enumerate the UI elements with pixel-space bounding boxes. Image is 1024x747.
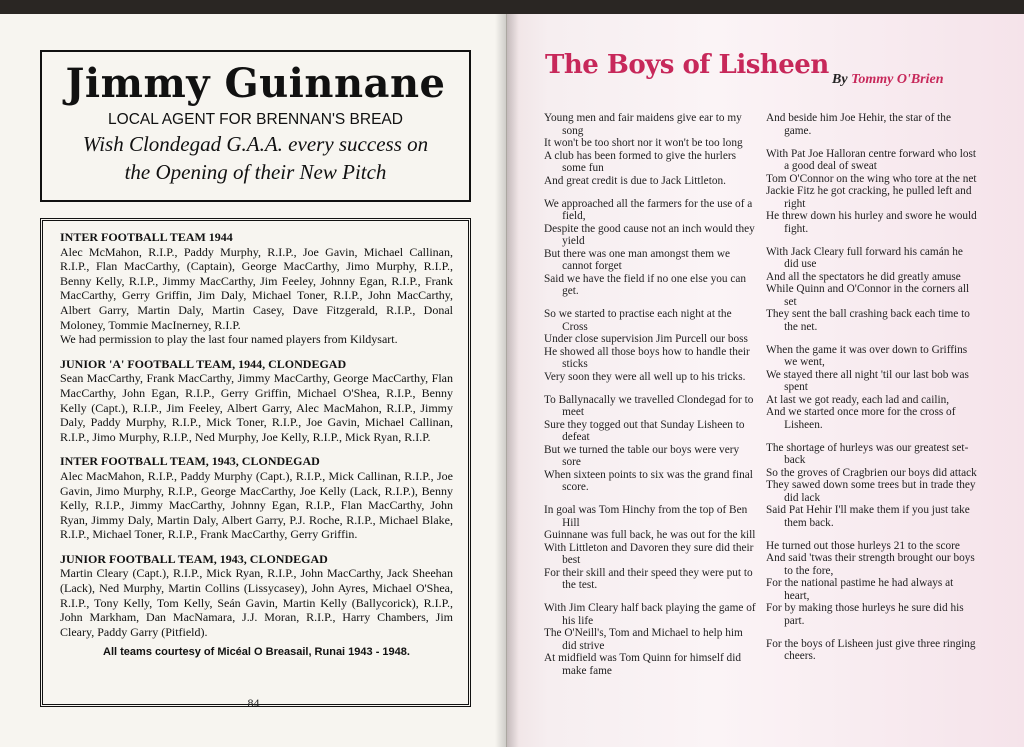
ad-agent-line: LOCAL AGENT FOR BRENNAN'S BREAD xyxy=(108,111,403,128)
poem-line: But there was one man amongst them we cannot forget xyxy=(544,247,731,272)
team-entry xyxy=(60,230,453,347)
poem-line: And beside him Joe Hehir, the star of the game. xyxy=(766,112,951,137)
poem-stanza xyxy=(766,148,980,236)
poem-stanza xyxy=(766,344,980,432)
poem-stanza xyxy=(544,602,757,677)
poem-line: Despite the good cause not an inch would they yield xyxy=(544,222,755,247)
poem-line: For by making those hurleys he sure did his part. xyxy=(766,602,964,627)
poem-line: He threw down his hurley and swore he would fight. xyxy=(766,210,977,235)
poem-stanza xyxy=(766,540,980,628)
poem-line: It won't be too short nor it won't be too long xyxy=(544,137,743,149)
team-title: INTER FOOTBALL TEAM, 1943, CLONDEGAD xyxy=(60,454,320,469)
poem-line: Said Pat Hehir I'll make them if you just take them back. xyxy=(766,504,970,529)
poem-line: And we started once more for the cross of Lisheen. xyxy=(766,406,956,431)
poem-stanza xyxy=(544,308,757,383)
ad-wish-line-2: the Opening of their New Pitch xyxy=(124,160,387,184)
poem-line: He showed all those boys how to handle their sticks xyxy=(544,345,750,370)
poem-line: We approached all the farmers for the use of a field, xyxy=(544,197,753,222)
poem-line: When sixteen points to six was the grand final score. xyxy=(544,468,753,493)
advertisement-box xyxy=(40,50,471,202)
team-entry xyxy=(60,357,453,445)
byline-author: Tommy O'Brien xyxy=(851,72,944,87)
poem-stanza xyxy=(766,246,980,334)
team-players: Martin Cleary (Capt.), R.I.P., Mick Ryan, R.I.P., John MacCarthy, Jack Sheehan (Lack), Ned Murphy, Martin Collins (Lissycasey), John Ayres, Michael O'Shea, R.I.P., Tony Kelly, Tom Kelly, Seán Gavin, Martin Kelly (Ballycorick), R.I.P., John Markham, Dan MacNamara, J.J. Moran, R.I.P., Harry Chambers, Jim Cleary, Paddy Garry (Pitfield). xyxy=(60,566,453,639)
poem-line: With Littleton and Davoren they sure did their best xyxy=(544,541,754,566)
poem-line: They sawed down some trees but in trade they did lack xyxy=(766,479,976,504)
poem-line: And said 'twas their strength brought our boys to the fore, xyxy=(766,552,975,577)
poem-stanza xyxy=(766,112,980,137)
poem-line: With Jim Cleary half back playing the game of his life xyxy=(544,602,756,627)
team-title: JUNIOR 'A' FOOTBALL TEAM, 1944, CLONDEGAD xyxy=(60,356,347,371)
poem-line: Said we have the field if no one else you can get. xyxy=(544,272,747,297)
poem-line: And great credit is due to Jack Littleton. xyxy=(544,174,726,187)
poem-line: They sent the ball crashing back each time to the net. xyxy=(766,308,970,333)
poem-stanza xyxy=(544,504,757,592)
book-gutter xyxy=(495,14,519,747)
poem-line: While Quinn and O'Connor in the corners all set xyxy=(766,283,970,308)
poem-line: But we turned the table our boys were very sore xyxy=(544,443,740,468)
poem-column-left xyxy=(544,112,757,688)
poem-line: Young men and fair maidens give ear to my song xyxy=(544,112,742,137)
ad-name: Jimmy Guinnane xyxy=(65,60,446,107)
poem-line: The shortage of hurleys was our greatest set-back xyxy=(766,441,969,466)
poem-line: So the groves of Cragbrien our boys did attack xyxy=(766,466,977,479)
poem-line: Guinnane was full back, he was out for the kill xyxy=(544,529,756,541)
team-note: We had permission to play the last four named players from Kildysart. xyxy=(60,332,398,347)
teams-box xyxy=(40,218,471,707)
poem-line: With Jack Cleary full forward his camán he did use xyxy=(766,245,963,270)
poem-line: The O'Neill's, Tom and Michael to help him did strive xyxy=(544,627,743,652)
courtesy-line: All teams courtesy of Micéal O Breasail, Runai 1943 - 1948. xyxy=(103,646,410,659)
poem-stanza xyxy=(544,394,757,494)
poem-line: When the game it was over down to Griffins we went, xyxy=(766,343,968,368)
team-entry xyxy=(60,454,453,542)
ad-wish-line-1: Wish Clondegad G.A.A. every success on xyxy=(82,132,429,156)
team-players: Alec MacMahon, R.I.P., Paddy Murphy (Capt.), R.I.P., Mick Callinan, R.I.P., Joe Gavin, Jimo Murphy, R.I.P., George MacCarthy, Joe Kelly (Lack, R.I.P.), Benny Kelly, R.I.P., Jimmy MacCarthy, Johnny Egan, R.I.P., Flan MacCarthy, John Ryan, Jimmy Daly, Martin Daly, Albert Garry, P.J. Roche, R.I.P., Michael Blake, R.I.P., Michael Toner, R.I.P., Frank MacCarthy, Gerry Griffin. xyxy=(60,468,453,542)
poem-line: To Ballynacally we travelled Clondegad for to meet xyxy=(544,393,754,418)
poem-stanza xyxy=(766,442,980,530)
page-number: 84 xyxy=(247,696,260,710)
team-players: Sean MacCarthy, Frank MacCarthy, Jimmy MacCarthy, George MacCarthy, Flan MacCarthy, John Egan, R.I.P., Gerry Griffin, Michael O'Shea, R.I.P., Benny Kelly (Capt.), R.I.P., Jim Feeley, Albert Garry, Alec MacMahon, R.I.P., Jimmy Daly, Paddy Murphy, R.I.P., Mick Toner, R.I.P., Joe Gavin, Michael Callinan, R.I.P., Jimo Murphy, R.I.P., Ned Murphy, Joe Kelly, R.I.P., Mick Ryan, R.I.P. xyxy=(60,371,453,444)
poem-stanza xyxy=(766,638,980,663)
poem-column-right xyxy=(766,112,980,673)
poem-line: And all the spectators he did greatly amuse xyxy=(766,270,961,283)
poem-line: Sure they togged out that Sunday Lisheen to defeat xyxy=(544,418,745,443)
poem-stanza xyxy=(544,198,757,298)
poem-line: In goal was Tom Hinchy from the top of Ben Hill xyxy=(544,504,748,529)
poem-line: For the national pastime he had always at heart, xyxy=(766,577,954,602)
poem-line: For their skill and their speed they were put to the test. xyxy=(544,566,753,591)
poem-line: A club has been formed to give the hurlers some fun xyxy=(544,149,736,174)
poem-line: Jackie Fitz he got cracking, he pulled left and right xyxy=(766,185,972,210)
poem-line: With Pat Joe Halloran centre forward who lost a good deal of sweat xyxy=(766,147,977,172)
team-title: JUNIOR FOOTBALL TEAM, 1943, CLONDEGAD xyxy=(60,551,328,566)
poem-line: At last we got ready, each lad and cailin, xyxy=(766,393,950,406)
team-title: INTER FOOTBALL TEAM 1944 xyxy=(60,230,233,244)
poem-line: Very soon they were all well up to his tricks. xyxy=(544,370,746,383)
byline-prefix: By xyxy=(832,72,848,87)
poem-title: The Boys of Lisheen xyxy=(545,50,829,80)
team-players: Alec McMahon, R.I.P., Paddy Murphy, R.I.P., Joe Gavin, Michael Callinan, R.I.P., Flan MacCarthy, (Captain), George MacCarthy, Jimo Murphy, R.I.P., Benny Kelly, R.I.P., Jimmy MacCarthy, Jim Feeley, Johnny Egan, R.I.P., Frank MacCarthy, Gerry Griffin, Jim Daly, Michael Toner, R.I.P., John MacCarthy, Albert Garry, Martin Daly, Martin Casey, Dave Fitzgerald, R.I.P., Donal Moloney, Tommie MacInerney, R.I.P. xyxy=(60,244,453,332)
poem-line: Tom O'Connor on the wing who tore at the net xyxy=(766,172,977,185)
poem-line: Under close supervision Jim Purcell our boss xyxy=(544,333,748,345)
poem-byline xyxy=(832,72,944,88)
poem-line: For the boys of Lisheen just give three ringing cheers. xyxy=(766,637,976,662)
poem-line: At midfield was Tom Quinn for himself did make fame xyxy=(544,652,741,677)
poem-line: So we started to practise each night at the Cross xyxy=(544,308,732,333)
poem-stanza xyxy=(544,112,757,187)
team-entry xyxy=(60,552,453,640)
poem-line: He turned out those hurleys 21 to the score xyxy=(766,539,960,552)
poem-line: We stayed there all night 'til our last bob was spent xyxy=(766,368,969,393)
